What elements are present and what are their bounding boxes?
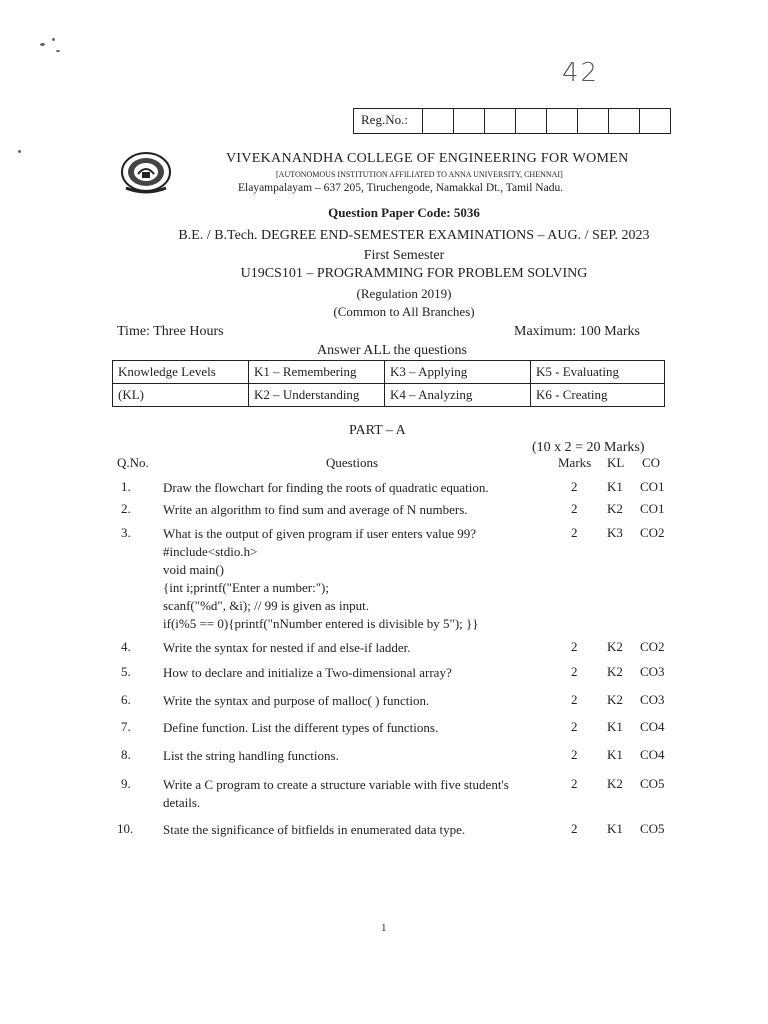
kl-k6: K6 - Creating <box>531 384 665 407</box>
reg-digit-cell <box>516 109 547 133</box>
reg-digit-cell <box>640 109 670 133</box>
question-co: CO4 <box>640 719 665 734</box>
header-marks: Marks <box>558 455 592 470</box>
reg-digit-cell <box>454 109 485 133</box>
reg-digit-cell <box>485 109 516 133</box>
question-kl: K2 <box>607 664 623 679</box>
kl-k3: K3 – Applying <box>385 361 531 384</box>
scan-speck <box>52 38 55 41</box>
kl-label-abbr: (KL) <box>113 384 249 407</box>
question-number: 2. <box>121 501 131 516</box>
question-co: CO2 <box>640 639 665 654</box>
instruction: Answer ALL the questions <box>317 343 467 358</box>
question-kl: K1 <box>607 719 623 734</box>
question-number: 6. <box>121 692 131 707</box>
code-line: scanf("%d", &i); // 99 is given as input. <box>163 598 369 613</box>
code-line: {int i;printf("Enter a number:"); <box>163 580 329 595</box>
question-number: 9. <box>121 776 131 791</box>
question-kl: K1 <box>607 821 623 836</box>
header-co: CO <box>642 455 661 470</box>
question-marks: 2 <box>571 776 578 791</box>
table-row <box>113 384 665 407</box>
question-marks: 2 <box>571 821 578 836</box>
question-co: CO1 <box>640 501 665 516</box>
kl-k1: K1 – Remembering <box>249 361 385 384</box>
table-row <box>113 361 665 384</box>
question-co: CO3 <box>640 664 665 679</box>
kl-k5: K5 - Evaluating <box>531 361 665 384</box>
question-co: CO1 <box>640 479 665 494</box>
question-number: 8. <box>121 747 131 762</box>
exam-title: B.E. / B.Tech. DEGREE END-SEMESTER EXAMINATIONS – AUG. / SEP. 2023 <box>178 228 650 243</box>
question-marks: 2 <box>571 525 578 540</box>
college-affiliation: [AUTONOMOUS INSTITUTION AFFILIATED TO ANNA UNIVERSITY, CHENNAI] <box>276 170 563 179</box>
reg-digit-cell <box>578 109 609 133</box>
question-kl: K2 <box>607 501 623 516</box>
question-marks: 2 <box>571 664 578 679</box>
kl-k2: K2 – Understanding <box>249 384 385 407</box>
kl-k4: K4 – Analyzing <box>385 384 531 407</box>
question-kl: K2 <box>607 692 623 707</box>
reg-digit-cell <box>609 109 640 133</box>
question-text: Write an algorithm to find sum and average of N numbers. <box>163 502 468 517</box>
scan-speck <box>40 43 45 46</box>
question-text: State the significance of bitfields in enumerated data type. <box>163 822 466 837</box>
part-a-marks: (10 x 2 = 20 Marks) <box>532 440 645 455</box>
part-a-title: PART – A <box>349 423 406 438</box>
question-kl: K1 <box>607 479 623 494</box>
question-text: List the string handling functions. <box>163 748 339 763</box>
question-kl: K1 <box>607 747 623 762</box>
college-name: VIVEKANANDHA COLLEGE OF ENGINEERING FOR WOMEN <box>226 151 629 166</box>
question-kl: K2 <box>607 776 623 791</box>
header-questions: Questions <box>326 455 378 470</box>
question-kl: K3 <box>607 525 623 540</box>
exam-duration: Time: Three Hours <box>117 324 224 339</box>
reg-digit-cell <box>423 109 454 133</box>
question-text: Write the syntax for nested if and else-if ladder. <box>163 640 411 655</box>
question-marks: 2 <box>571 692 578 707</box>
question-text: Write the syntax and purpose of malloc( ) function. <box>163 693 430 708</box>
question-co: CO5 <box>640 821 665 836</box>
maximum-marks: Maximum: 100 Marks <box>514 324 640 339</box>
semester: First Semester <box>363 248 445 263</box>
header-kl: KL <box>607 455 625 470</box>
question-number: 10. <box>117 821 134 836</box>
scan-speck <box>18 150 21 153</box>
question-text-block <box>163 525 548 633</box>
code-line: void main() <box>163 562 225 577</box>
question-marks: 2 <box>571 501 578 516</box>
knowledge-levels-table <box>112 360 665 407</box>
question-number: 5. <box>121 664 131 679</box>
college-address: Elayampalayam – 637 205, Tiruchengode, Namakkal Dt., Tamil Nadu. <box>238 182 564 194</box>
reg-no-label: Reg.No.: <box>354 109 423 133</box>
question-co: CO2 <box>640 525 665 540</box>
question-text: Draw the flowchart for finding the roots of quadratic equation. <box>163 480 489 495</box>
kl-label: Knowledge Levels <box>113 361 249 384</box>
question-marks: 2 <box>571 747 578 762</box>
question-co: CO3 <box>640 692 665 707</box>
common-branches: (Common to All Branches) <box>333 304 475 319</box>
question-text: Write a C program to create a structure variable with five student's details. <box>163 777 509 810</box>
question-number: 4. <box>121 639 131 654</box>
question-text: Define function. List the different types of functions. <box>163 720 439 735</box>
scan-speck <box>56 50 60 52</box>
question-co: CO5 <box>640 776 665 791</box>
handwritten-annotation: 42 <box>562 58 600 88</box>
code-line: if(i%5 == 0){printf("nNumber entered is divisible by 5"); }} <box>163 616 479 631</box>
college-logo-icon <box>118 150 174 196</box>
question-co: CO4 <box>640 747 665 762</box>
question-text: What is the output of given program if user enters value 99? <box>163 526 476 541</box>
question-marks: 2 <box>571 639 578 654</box>
course-title: U19CS101 – PROGRAMMING FOR PROBLEM SOLVING <box>240 266 588 281</box>
question-number: 3. <box>121 525 131 540</box>
header-qno: Q.No. <box>117 455 149 470</box>
code-line: #include<stdio.h> <box>163 544 258 559</box>
question-text: How to declare and initialize a Two-dimensional array? <box>163 665 452 680</box>
question-paper-code: Question Paper Code: 5036 <box>328 205 480 220</box>
question-kl: K2 <box>607 639 623 654</box>
question-marks: 2 <box>571 479 578 494</box>
registration-number-box <box>353 108 671 134</box>
regulation: (Regulation 2019) <box>356 286 452 301</box>
question-number: 1. <box>121 479 131 494</box>
question-marks: 2 <box>571 719 578 734</box>
reg-digit-cell <box>547 109 578 133</box>
page-number: 1 <box>381 922 387 934</box>
question-number: 7. <box>121 719 131 734</box>
